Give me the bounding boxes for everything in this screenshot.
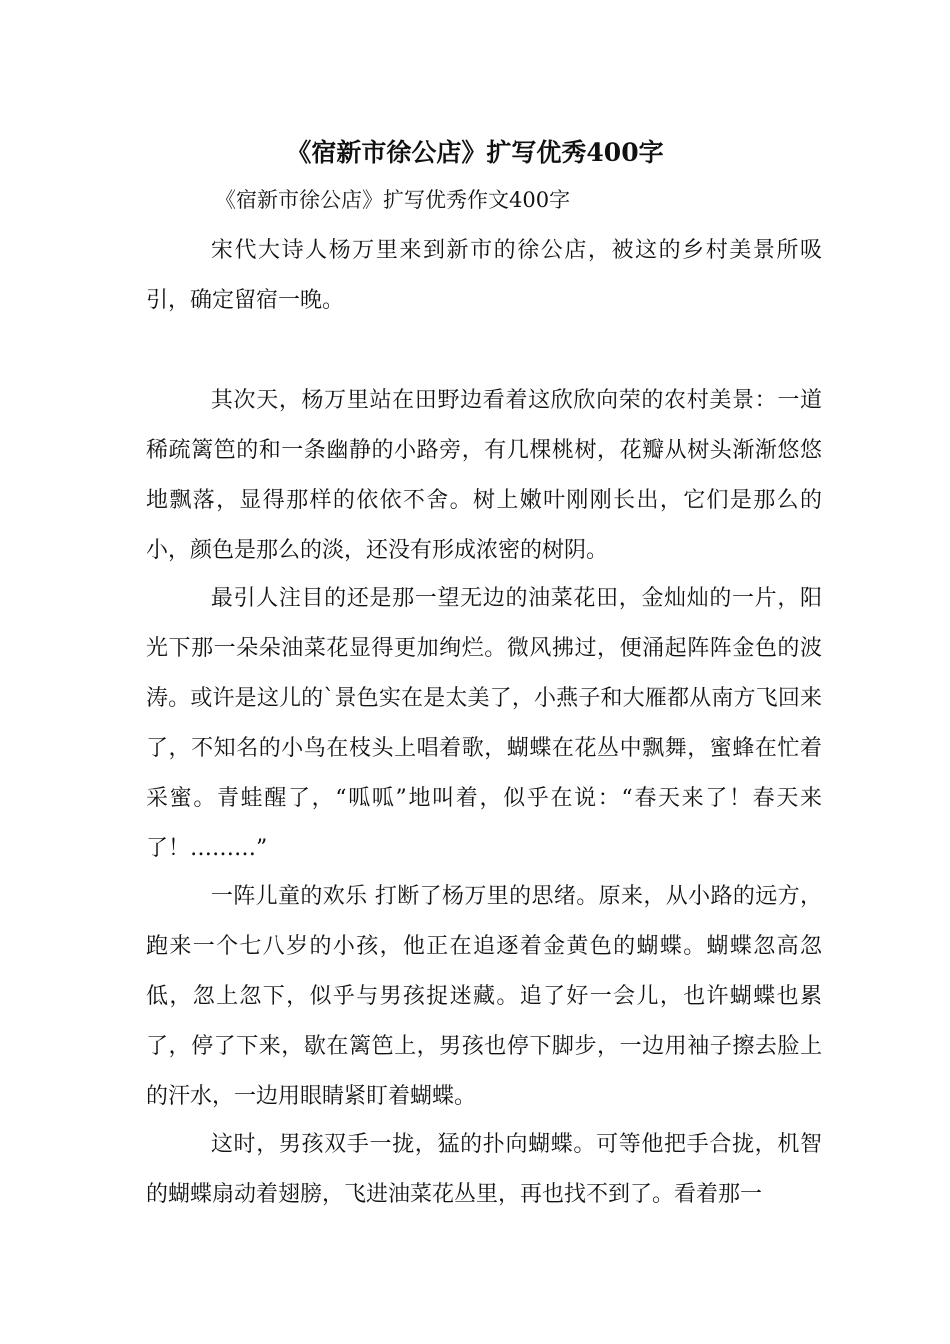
document-title: 《宿新市徐公店》扩写优秀400字 bbox=[286, 138, 664, 167]
paragraph-1: 宋代大诗人杨万里来到新市的徐公店，被这的乡村美景所吸引，确定留宿一晚。 bbox=[146, 238, 822, 313]
paragraph-5: 这时，男孩双手一拢，猛的扑向蝴蝶。可等他把手合拢，机智的蝴蝶扇动着翅膀，飞进油菜花丛里，再也找不到了。看着那一 bbox=[146, 1132, 822, 1207]
paragraph-3: 最引人注目的还是那一望无边的油菜花田，金灿灿的一片，阳光下那一朵朵油菜花显得更加绚烂。微风拂过，便涌起阵阵金色的波涛。或许是这儿的`景色实在是太美了，小燕子和大雁都从南方飞回来了，不知名的小鸟在枝头上唱着歌，蝴蝶在花丛中飘舞，蜜蜂在忙着采蜜。青蛙醒了，“呱呱”地叫着，似乎在说：“春天来了！春天来了！………” bbox=[146, 586, 822, 861]
document-subtitle: 《宿新市徐公店》扩写优秀作文400字 bbox=[215, 188, 571, 212]
paragraph-4: 一阵儿童的欢乐 打断了杨万里的思绪。原来，从小路的远方，跑来一个七八岁的小孩，他正在追逐着金黄色的蝴蝶。蝴蝶忽高忽低，忽上忽下，似乎与男孩捉迷藏。追了好一会儿，也许蝴蝶也累了，停了下来，歇在篱笆上，男孩也停下脚步，一边用袖子擦去脸上的汗水，一边用眼睛紧盯着蝴蝶。 bbox=[146, 884, 822, 1109]
paragraph-2: 其次天，杨万里站在田野边看着这欣欣向荣的农村美景：一道稀疏篱笆的和一条幽静的小路旁，有几棵桃树，花瓣从树头渐渐悠悠地飘落，显得那样的依依不舍。树上嫩叶刚刚长出，它们是那么的小，颜色是那么的淡，还没有形成浓密的树阴。 bbox=[146, 388, 822, 563]
